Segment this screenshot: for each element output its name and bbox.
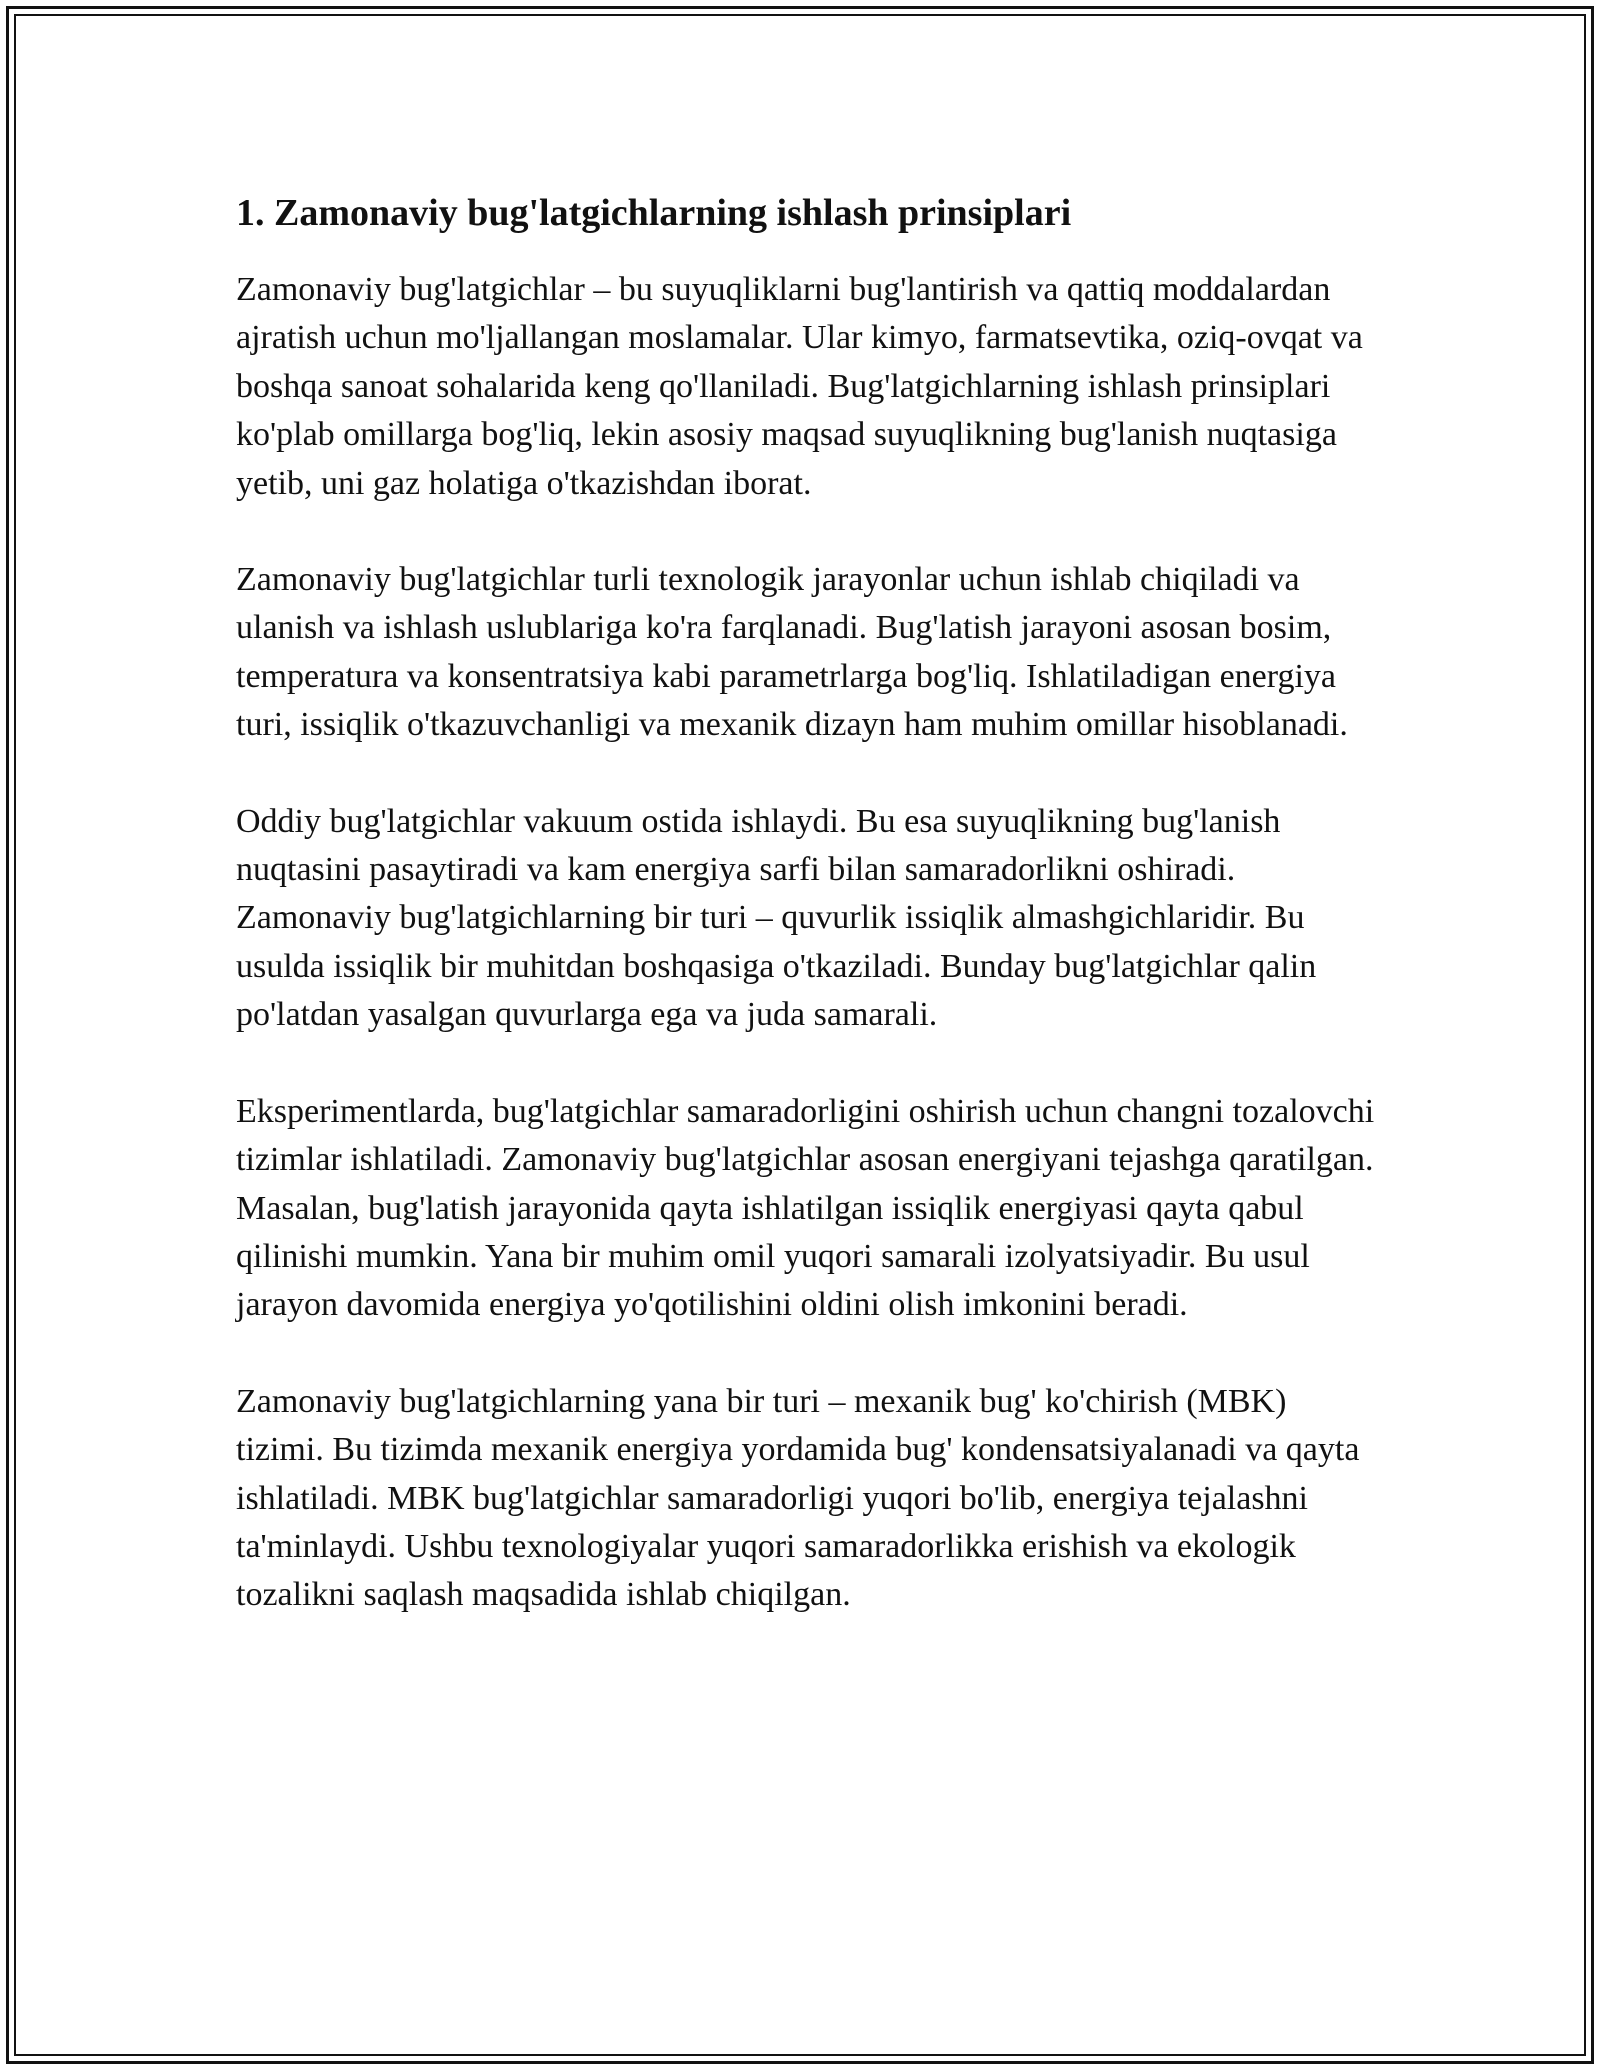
paragraph-2: Zamonaviy bug'latgichlar turli texnologik jarayonlar uchun ishlab chiqiladi va ulanish va ishlash uslublariga ko'ra farqlanadi. Bug'latish jarayoni asosan bosim, temperatura va konsentratsiya kabi parametrlarga bog'liq. Ishlatiladigan energiya turi, issiqlik o'tkazuvchanligi va mexanik dizayn ham muhim omillar hisoblanadi. bbox=[236, 561, 1348, 744]
paragraph-1: Zamonaviy bug'latgichlar – bu suyuqliklarni bug'lantirish va qattiq moddalardan ajratish uchun mo'ljallangan moslamalar. Ular kimyo, farmatsevtika, oziq-ovqat va boshqa sanoat sohalarida keng qo'llaniladi. Bug'latgichlarning ishlash prinsiplari ko'plab omillarga bog'liq, lekin asosiy maqsad suyuqlikning bug'lanish nuqtasiga yetib, uni gaz holatiga o'tkazishdan iborat. bbox=[236, 271, 1363, 502]
document-body bbox=[236, 188, 1376, 1668]
paragraph-3: Oddiy bug'latgichlar vakuum ostida ishlaydi. Bu esa suyuqlikning bug'lanish nuqtasini pasaytiradi va kam energiya sarfi bilan samaradorlikni oshiradi. Zamonaviy bug'latgichlarning bir turi – quvurlik issiqlik almashgichlaridir. Bu usulda issiqlik bir muhitdan boshqasiga o'tkaziladi. Bunday bug'latgichlar qalin po'latdan yasalgan quvurlarga ega va juda samarali. bbox=[236, 802, 1317, 1034]
paragraph-4: Eksperimentlarda, bug'latgichlar samaradorligini oshirish uchun changni tozalovchi tizimlar ishlatiladi. Zamonaviy bug'latgichlar asosan energiyani tejashga qaratilgan. Masalan, bug'latish jarayonida qayta ishlatilgan issiqlik energiyasi qayta qabul qilinishi mumkin. Yana bir muhim omil yuqori samarali izolyatsiyadir. Bu usul jarayon davomida energiya yo'qotilishini oldini olish imkonini beradi. bbox=[236, 1092, 1375, 1324]
paragraph-5: Zamonaviy bug'latgichlarning yana bir turi – mexanik bug' ko'chirish (MBK) tizimi. Bu tizimda mexanik energiya yordamida bug' kondensatsiyalanadi va qayta ishlatiladi. MBK bug'latgichlar samaradorligi yuqori bo'lib, energiya tejalashni ta'minlaydi. Ushbu texnologiyalar yuqori samaradorlikka erishish va ekologik tozalikni saqlash maqsadida ishlab chiqilgan. bbox=[236, 1382, 1360, 1614]
section-heading: 1. Zamonaviy bug'latgichlarning ishlash prinsiplari bbox=[236, 192, 1072, 234]
